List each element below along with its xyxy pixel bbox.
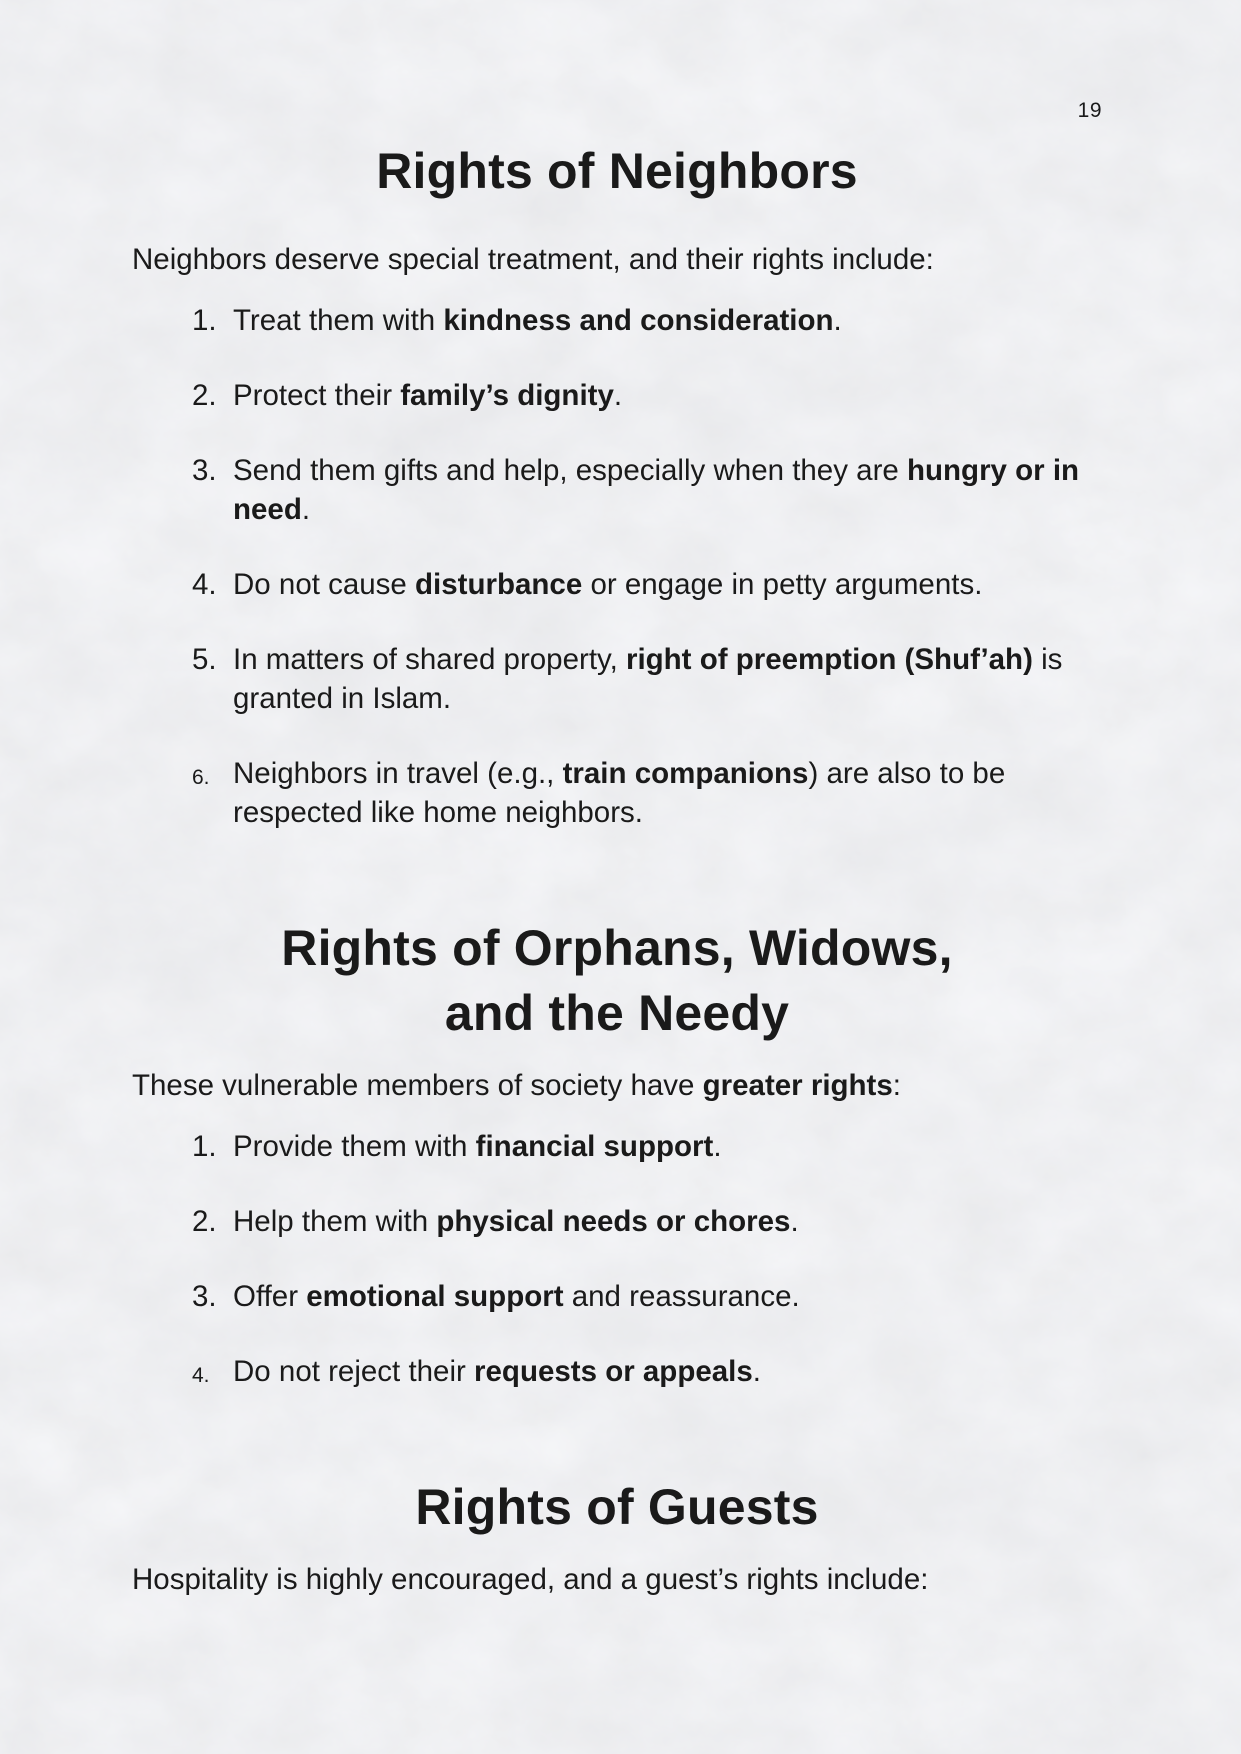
rights-list [132,301,1102,832]
list-item-text: Treat them with kindness and consideration. [233,304,842,337]
list-item-text: In matters of shared property, right of preemption (Shuf’ah) is granted in Islam. [233,643,1063,715]
list-item-text: Provide them with financial support. [233,1130,722,1163]
section-rights-of-neighbors [132,123,1102,868]
list-item-number: 1. [192,1130,217,1163]
rights-list [132,1127,1102,1391]
list-item [132,301,1102,340]
list-item-number: 3. [192,454,217,487]
list-item-text: Send them gifts and help, especially when they are hungry or in need. [233,454,1080,526]
list-item-number: 4. [192,1364,210,1387]
list-item-number: 4. [192,568,217,601]
page-content [132,0,1102,1621]
list-item-number: 3. [192,1280,217,1313]
list-item-number: 6. [192,766,210,789]
list-item [132,1127,1102,1166]
section-title: Rights of Orphans, Widows, and the Needy [281,920,953,1041]
section-rights-of-guests [132,1427,1102,1621]
list-item [132,565,1102,604]
list-item-text: Protect their family’s dignity. [233,379,623,412]
list-item-text: Offer emotional support and reassurance. [233,1280,800,1313]
section-intro: Neighbors deserve special treatment, and their rights include: [132,243,934,276]
list-item-number: 2. [192,1205,217,1238]
list-item-number: 2. [192,379,217,412]
list-item [132,1277,1102,1316]
list-item-number: 5. [192,643,217,676]
section-title: Rights of Guests [415,1479,819,1535]
section-title: Rights of Neighbors [376,143,858,199]
list-item-text: Neighbors in travel (e.g., train companions) are also to be respected like home neighbors. [233,757,1006,829]
list-item [132,376,1102,415]
list-item-number: 1. [192,304,217,337]
list-item-text: Do not reject their requests or appeals. [233,1355,761,1388]
section-intro: Hospitality is highly encouraged, and a guest’s rights include: [132,1563,929,1596]
list-item [132,1352,1102,1391]
section-intro: These vulnerable members of society have greater rights: [132,1069,901,1102]
list-item [132,451,1102,529]
list-item-text: Do not cause disturbance or engage in petty arguments. [233,568,983,601]
list-item [132,640,1102,718]
list-item [132,1202,1102,1241]
list-item-text: Help them with physical needs or chores. [233,1205,799,1238]
list-item [132,754,1102,832]
section-rights-of-orphans-widows-needy [132,868,1102,1427]
page-number: 19 [1077,99,1102,122]
